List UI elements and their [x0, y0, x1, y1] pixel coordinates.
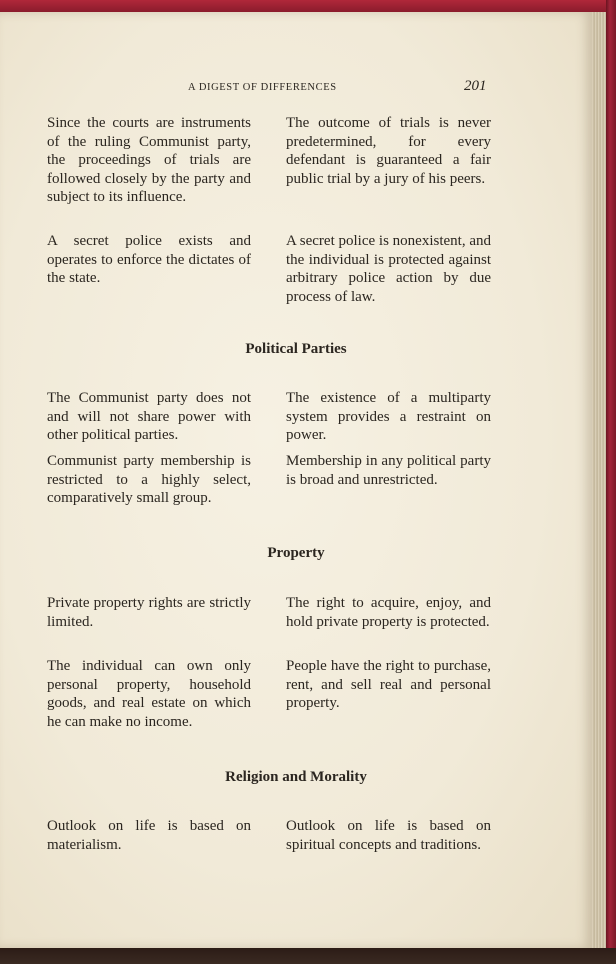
- comparison-left-secret-police: A secret police exists and operates to enforce the dictates of the state.: [47, 233, 251, 286]
- comparison-left-materialism: Outlook on life is based on materialism.: [47, 818, 251, 853]
- running-head: A DIGEST OF DIFFERENCES: [188, 82, 337, 93]
- cover-top-edge: [0, 0, 616, 12]
- comparison-left-property-rights: Private property rights are strictly limited.: [47, 595, 251, 630]
- section-heading-religion-morality: Religion and Morality: [225, 769, 367, 785]
- comparison-left-personal-property: The individual can own only personal property, household goods, and real estate on which he can make no income.: [47, 658, 251, 730]
- comparison-right-trials: The outcome of trials is never predetermined, for every defendant is guaranteed a fair public trial by a jury of his peers.: [286, 115, 491, 187]
- book-page: [0, 12, 592, 948]
- page-number: 201: [464, 78, 487, 94]
- comparison-right-real-property: People have the right to purchase, rent, and sell real and personal property.: [286, 658, 491, 711]
- comparison-right-property-rights: The right to acquire, enjoy, and hold private property is protected.: [286, 595, 491, 630]
- section-heading-political-parties: Political Parties: [245, 341, 347, 357]
- comparison-right-multiparty: The existence of a multiparty system provides a restraint on power.: [286, 390, 491, 443]
- section-heading-property: Property: [267, 545, 325, 561]
- comparison-left-party-membership: Communist party membership is restricted to a highly select, comparatively small group.: [47, 453, 251, 506]
- page-edges: [592, 12, 606, 948]
- comparison-right-party-membership: Membership in any political party is broad and unrestricted.: [286, 453, 491, 488]
- comparison-right-secret-police: A secret police is nonexistent, and the individual is protected against arbitrary police action by due process of law.: [286, 233, 491, 305]
- comparison-left-courts: Since the courts are instruments of the ruling Communist party, the proceedings of trials are followed closely by the party and subject to its influence.: [47, 115, 251, 205]
- comparison-left-party-power: The Communist party does not and will not share power with other political parties.: [47, 390, 251, 443]
- cover-right-edge: [606, 0, 616, 964]
- cover-bottom-edge: [0, 948, 616, 964]
- comparison-right-spiritual: Outlook on life is based on spiritual concepts and traditions.: [286, 818, 491, 853]
